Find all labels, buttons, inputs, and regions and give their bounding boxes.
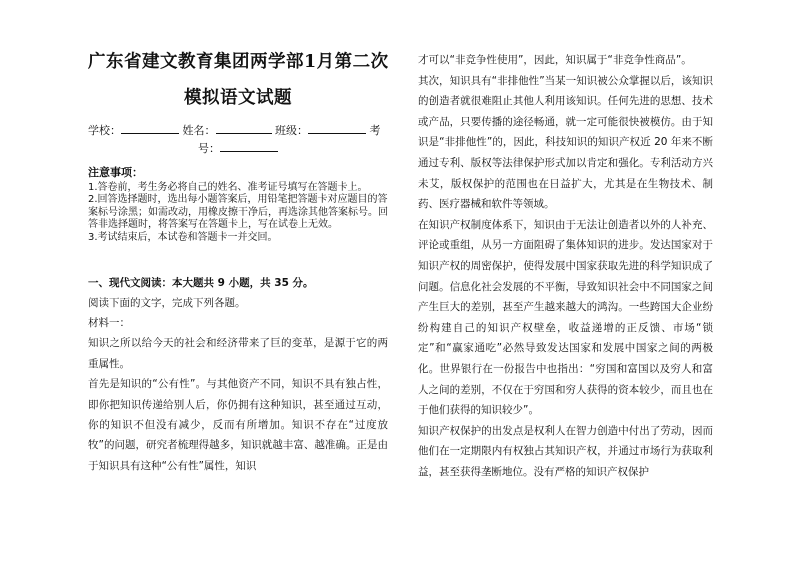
passage-paragraph: 其次，知识具有“非排他性”当某一知识被公众掌握以后，该知识的创造者就很难阻止其他人利用该知识。任何先进的思想、技术或产品，只要传播的途径畅通，就一定可能很快被模仿。由于知识是“非排他性”的，因此，科技知识的知识产权近 20 年来不断通过专利、版权等法律保护形式加以肯定和强化。专利活动方兴未艾，版权保护的范围也在日益扩大，尤其是在生物技术、制药、医疗器械和软件等领域。 bbox=[418, 74, 713, 211]
notes-title: 注意事项： bbox=[88, 166, 143, 179]
name-blank[interactable] bbox=[216, 121, 272, 134]
passage-paragraph: 知识之所以给今天的社会和经济带来了巨的变革，是源于它的两重属性。 bbox=[88, 337, 388, 370]
section-heading: 一、现代文阅读：本大题共 9 小题，共 35 分。 bbox=[88, 276, 314, 289]
exam-title-line2: 模拟语文试题 bbox=[184, 88, 292, 108]
passage-paragraph: 才可以“非竞争性使用”，因此，知识属于“非竞争性商品”。 bbox=[418, 54, 692, 66]
section-instruction: 阅读下面的文字，完成下列各题。 bbox=[88, 296, 246, 309]
note-item: 3.考试结束后，本试卷和答题卡一并交回。 bbox=[88, 231, 278, 243]
exam-number-blank[interactable] bbox=[220, 139, 278, 152]
exam-title-line1: 广东省建文教育集团两学部1月第二次 bbox=[88, 52, 389, 72]
passage-paragraph: 知识产权保护的出发点是权利人在智力创造中付出了劳动，因而他们在一定期限内有权独占其知识产权，并通过市场行为获取利益，甚至获得垄断地位。没有严格的知识产权保护 bbox=[418, 424, 713, 478]
exam-number-label-b: 号： bbox=[198, 142, 220, 155]
class-blank[interactable] bbox=[308, 121, 366, 134]
passage-paragraph: 首先是知识的“公有性”。与其他资产不同，知识不具有独占性，即你把知识传递给别人后，你仍拥有这种知识，甚至通过互动，你的知识不但没有减少，反而有所增加。知识不存在“过度放牧”的问题，研究者梳理得越多，知识就越丰富、越准确。正是由于知识具有这种“公有性”属性，知识 bbox=[88, 378, 388, 472]
school-label: 学校： bbox=[88, 124, 121, 137]
school-blank[interactable] bbox=[121, 121, 179, 134]
note-item: 2.回答选择题时，选出每小题答案后，用铅笔把答题卡对应题目的答案标号涂黑；如需改动，用橡皮擦干净后，再选涂其他答案标号。回答非选择题时，将答案写在答题卡上，写在试卷上无效。 bbox=[88, 194, 388, 231]
reading-section bbox=[88, 273, 388, 477]
material-label: 材料一： bbox=[88, 316, 130, 329]
notes-section bbox=[88, 167, 388, 245]
note-item: 1.答卷前，考生务必将自己的姓名、准考证号填写在答题卡上。 bbox=[88, 181, 368, 193]
class-label: 班级： bbox=[275, 124, 308, 137]
right-column bbox=[418, 50, 713, 482]
student-info-fields bbox=[88, 121, 388, 157]
name-label: 姓名： bbox=[182, 124, 216, 137]
passage-paragraph: 在知识产权制度体系下，知识由于无法让创造者以外的人补充、评论或重组，从另一方面阻碍了集体知识的进步。发达国家对于知识产权的周密保护，使得发展中国家获取先进的科学知识成了问题。信息化社会发展的不平衡，导致知识社会中不同国家之间产生巨大的差别，甚至产生越来越大的鸿沟。一些跨国大企业纷纷构建自己的知识产权壁垒，收益递增的正反馈、市场“锁定”和“赢家通吃”必然导致发达国家和发展中国家之间的两极化。世界银行在一份报告中也指出：“穷国和富国以及穷人和富人之间的差别，不仅在于穷国和穷人获得的资本较少，而且也在于他们获得的知识较少”。 bbox=[418, 218, 713, 417]
exam-number-label-a: 考 bbox=[369, 124, 381, 137]
left-column bbox=[88, 48, 388, 476]
